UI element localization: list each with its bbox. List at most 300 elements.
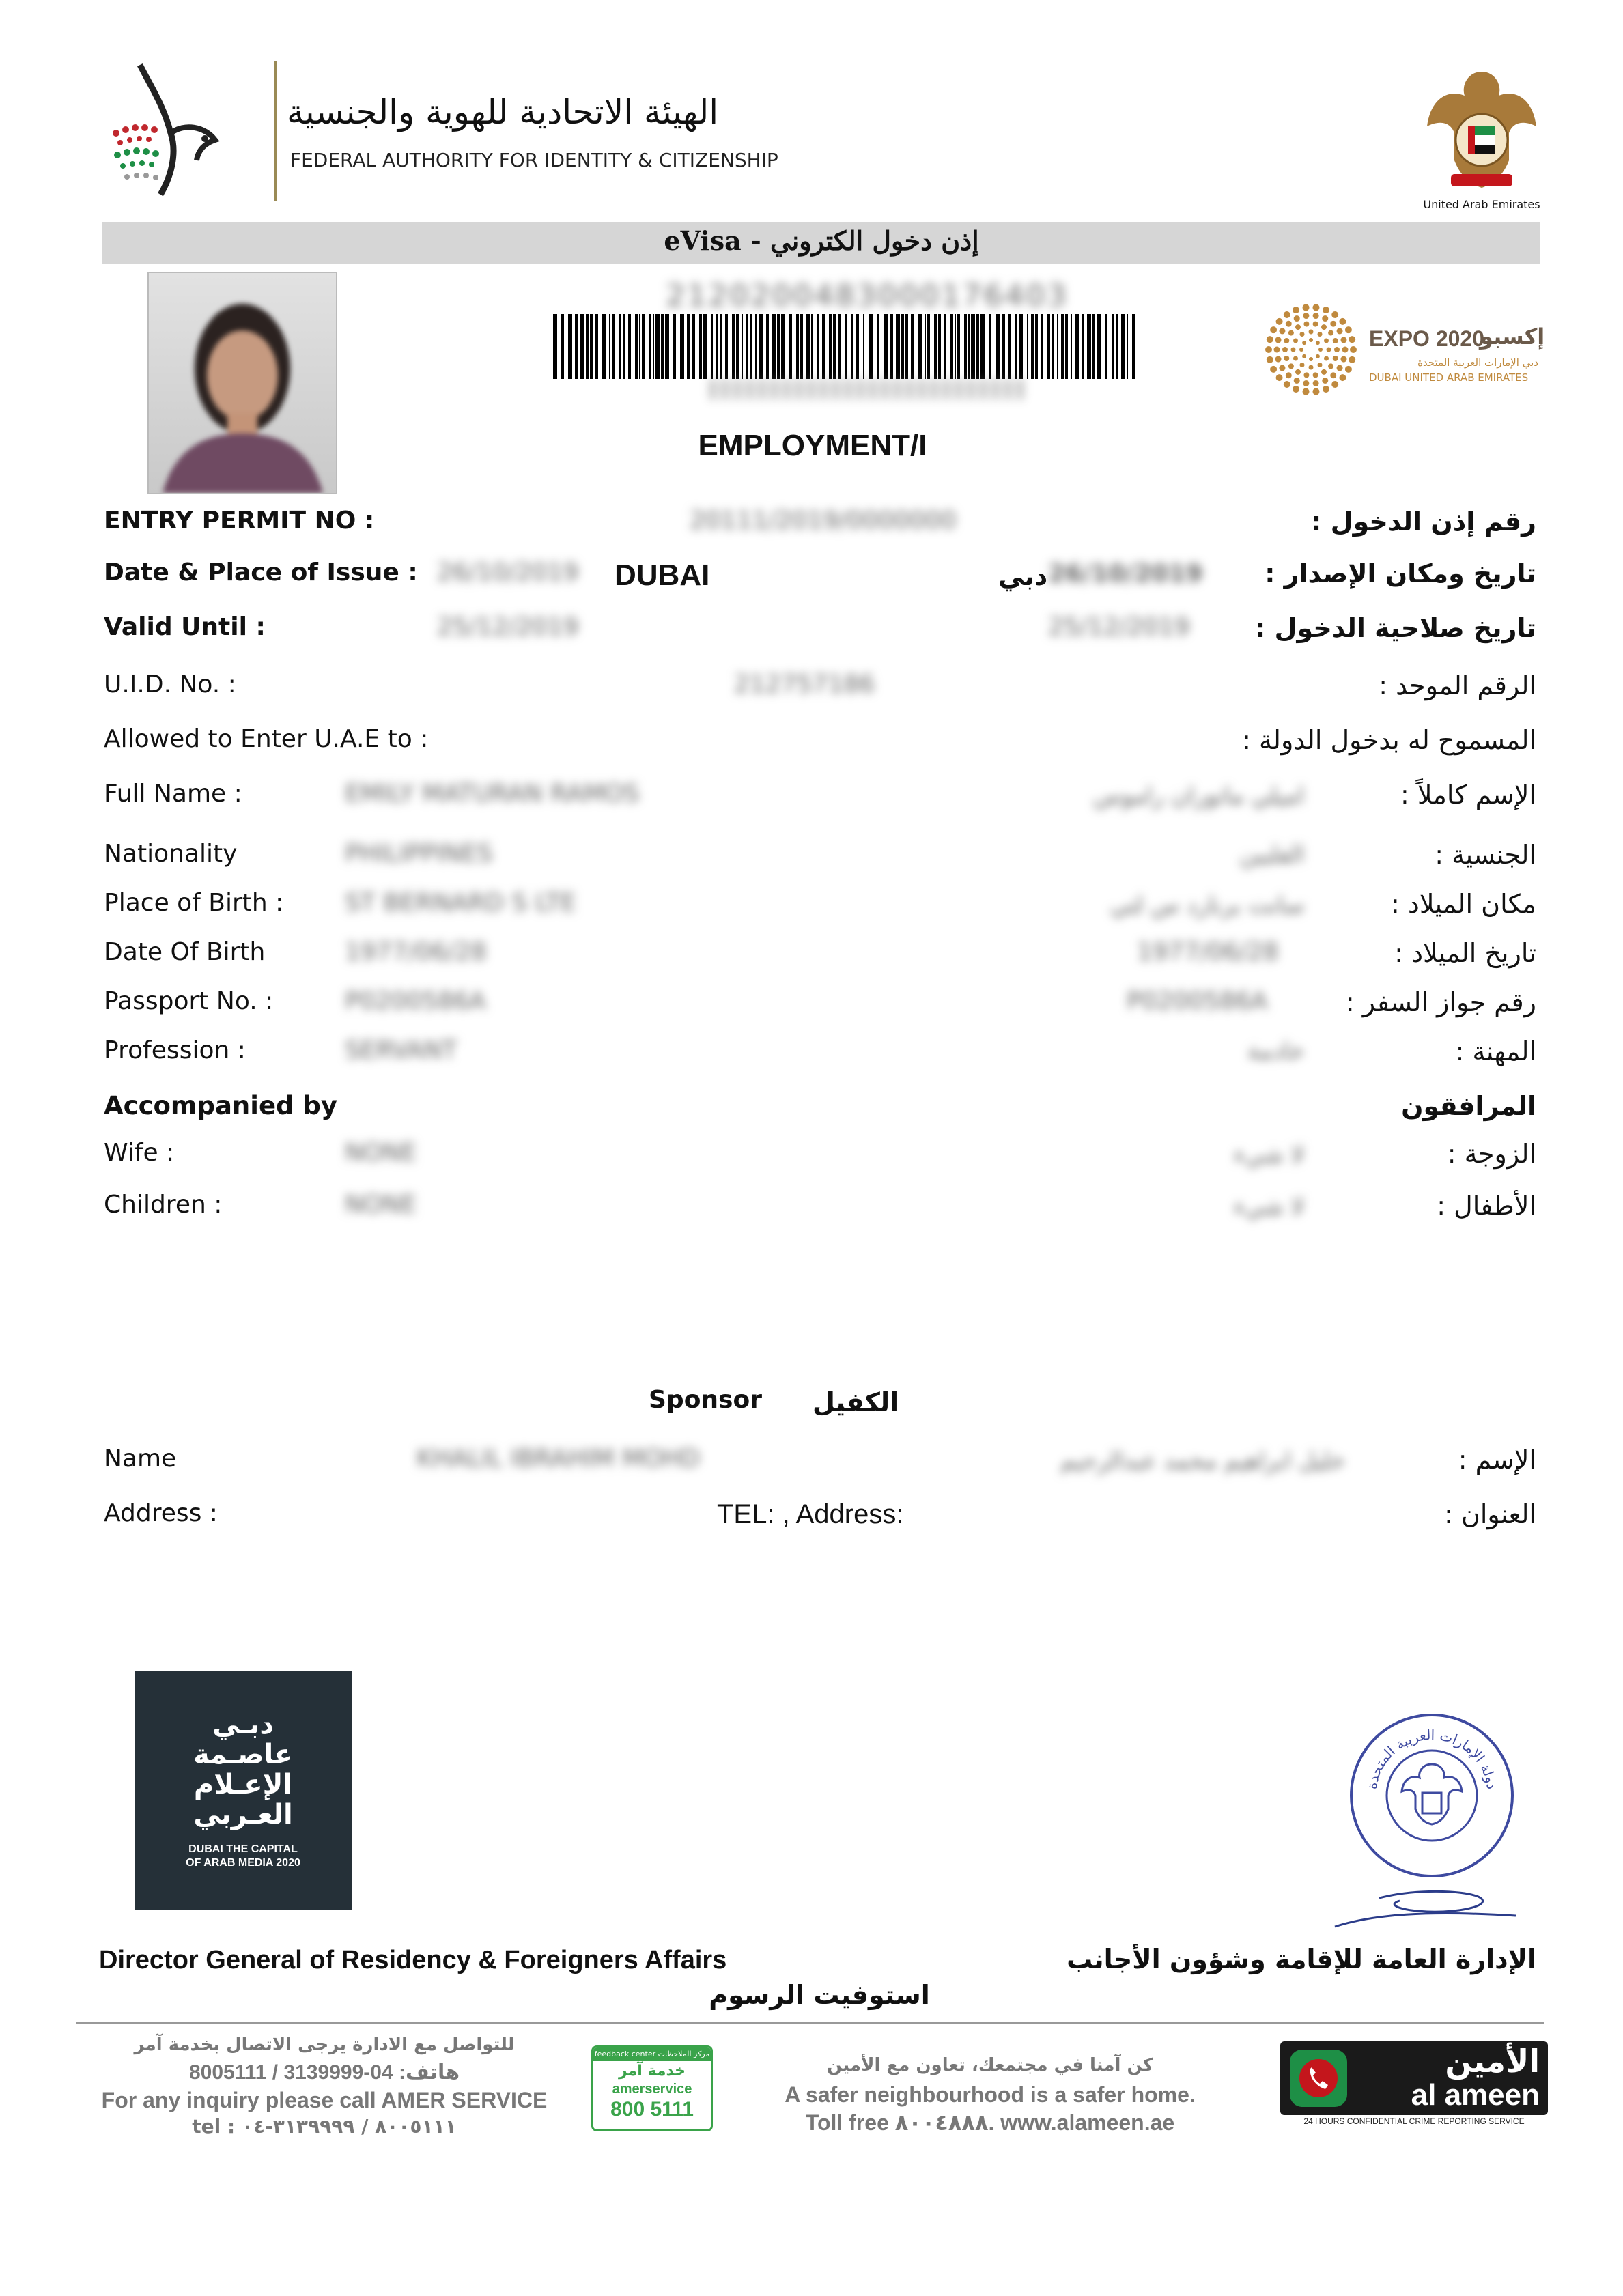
expo-dot	[1302, 354, 1306, 358]
barcode-bar	[838, 314, 841, 379]
amer-badge-num: 800 5111	[610, 2098, 694, 2121]
barcode-bar	[720, 314, 722, 379]
barcode-bar	[736, 314, 739, 379]
barcode-bar	[971, 314, 975, 379]
barcode-bar	[781, 314, 785, 379]
barcode-bar	[1087, 314, 1091, 379]
barcode-bar	[800, 314, 803, 379]
barcode-bar	[911, 314, 914, 379]
dubai-media-logo	[135, 1671, 352, 1910]
expo-dot	[1322, 378, 1328, 384]
expo-dot	[1324, 339, 1329, 343]
barcode-bar	[673, 314, 676, 379]
barcode-bar	[639, 314, 640, 379]
expo-dot	[1313, 372, 1318, 378]
barcode-bar	[796, 314, 799, 379]
expo-dot	[1337, 365, 1343, 371]
profession-value-ar: خادمة	[1247, 1038, 1304, 1065]
barcode-bar	[934, 314, 937, 379]
wife-label: Wife :	[104, 1139, 175, 1167]
amer-phone-ar: هاتف: 04-3139999 / 8005111	[188, 2061, 460, 2084]
barcode-bar	[732, 314, 735, 379]
expo-dot	[1270, 326, 1277, 333]
signature	[1331, 1886, 1523, 1936]
fees-ar: استوفيت الرسوم	[709, 1980, 930, 2010]
expo-dot	[1313, 380, 1319, 386]
children-value: NONE	[345, 1191, 417, 1219]
barcode-bar	[635, 314, 638, 379]
barcode-bar	[661, 314, 664, 379]
expo-dot	[1294, 315, 1300, 322]
date-of-birth-value: 1977/06/28	[345, 938, 487, 966]
expo-dot	[1321, 369, 1327, 375]
barcode-bar	[996, 314, 1000, 379]
alameen-en: A safer neighbourhood is a safer home.	[785, 2082, 1196, 2107]
barcode-bar	[746, 314, 748, 379]
barcode-bar	[1002, 314, 1005, 379]
barcode-bar	[989, 314, 991, 379]
place-of-birth-value-ar: سانت برنارد س لتي	[1110, 892, 1304, 919]
issue-place-ar: دبي	[998, 561, 1048, 591]
barcode-bar	[612, 314, 615, 379]
portrait-icon	[149, 273, 336, 493]
barcode-bar	[1116, 314, 1118, 379]
nationality-value-ar: الفلبين	[1239, 841, 1304, 868]
expo-dot	[1328, 363, 1333, 369]
expo-dot	[1302, 341, 1306, 345]
expo-logo	[1260, 300, 1547, 399]
expo-dot	[1345, 366, 1352, 373]
barcode-bar	[822, 314, 825, 379]
barcode-bar	[811, 314, 813, 379]
allowed-label: Allowed to Enter U.A.E to :	[104, 725, 429, 753]
barcode-bar	[725, 314, 728, 379]
issue-label: Date & Place of Issue :	[104, 558, 418, 586]
amer-tel: tel : ٨٠٠٥١١١ / ٣١٣٩٩٩٩-٠٤	[192, 2115, 457, 2138]
barcode-bar	[1092, 314, 1095, 379]
expo-title-ar: إكسبو	[1480, 324, 1545, 350]
passport-label-ar: رقم جواز السفر :	[1345, 987, 1536, 1017]
expo-dot	[1312, 388, 1319, 395]
full-name-value: EMILY MATURAN RAMOS	[345, 780, 640, 808]
uae-emblem	[1420, 58, 1543, 215]
barcode-bar	[1041, 314, 1043, 379]
footer-rule	[76, 2022, 1544, 2024]
stamp-text: دولة الإمارات العربية المتحدة	[1363, 1726, 1501, 1791]
barcode-bar	[655, 314, 660, 379]
barcode-bar	[845, 314, 847, 379]
barcode-bar	[755, 314, 757, 379]
uid-label-ar: الرقم الموحد :	[1379, 670, 1536, 700]
expo-dot	[1295, 324, 1301, 330]
barcode-bar	[1008, 314, 1011, 379]
barcode-bar	[976, 314, 979, 379]
alameen-logo-ar: الأمين	[1445, 2043, 1540, 2080]
expo-dot	[1293, 307, 1299, 313]
media-logo-en1: DUBAI THE CAPITAL	[188, 1843, 298, 1855]
wife-label-ar: الزوجة :	[1447, 1139, 1536, 1169]
expo-dot	[1293, 339, 1298, 343]
date-of-birth-label-ar: تاريخ الميلاد :	[1394, 938, 1536, 968]
barcode-bar	[1075, 314, 1079, 379]
barcode-bar	[703, 314, 707, 379]
expo-dot	[1291, 348, 1296, 352]
barcode-bar	[869, 314, 873, 379]
wife-value: NONE	[345, 1139, 417, 1167]
profession-label-ar: المهنة :	[1455, 1036, 1536, 1066]
expo-dot	[1284, 338, 1289, 343]
place-of-birth-label: Place of Birth :	[104, 889, 284, 917]
uid-label: U.I.D. No. :	[104, 670, 236, 698]
expo-dot	[1318, 332, 1323, 337]
expo-dot	[1339, 374, 1346, 381]
barcode-bar	[829, 314, 832, 379]
expo-dot	[1288, 330, 1294, 336]
emblem-caption: United Arab Emirates	[1423, 198, 1540, 211]
expo-ring-icon	[1260, 300, 1362, 399]
expo-dot	[1313, 313, 1319, 319]
profession-value: SERVANT	[345, 1036, 457, 1064]
barcode-bar	[955, 314, 956, 379]
issue-place: DUBAI	[615, 558, 710, 592]
expo-dot	[1309, 330, 1314, 335]
expo-dot	[1331, 311, 1338, 318]
barcode-bar	[950, 314, 953, 379]
amer-ar: للتواصل مع الادارة يرجى الاتصال بخدمة آمر	[134, 2035, 515, 2055]
barcode-bar	[817, 314, 819, 379]
barcode-bar	[575, 314, 578, 379]
valid-until-label: Valid Until :	[104, 613, 266, 641]
eagle-emblem-icon	[1420, 58, 1543, 198]
barcode-bar	[806, 314, 810, 379]
amer-badge-top: feedback center مركز الملاحظات	[593, 2047, 711, 2061]
expo-dot	[1318, 363, 1323, 367]
expo-dot	[1293, 386, 1299, 393]
barcode-bar	[1127, 314, 1128, 379]
expo-dot	[1265, 346, 1272, 353]
signature-icon	[1331, 1886, 1523, 1933]
barcode-bar	[568, 314, 572, 379]
sponsor-name-label-ar: الإسم :	[1458, 1445, 1536, 1475]
children-label: Children :	[104, 1191, 223, 1219]
nationality-value: PHILIPPINES	[345, 840, 493, 868]
expo-dot	[1322, 315, 1328, 322]
expo-dot	[1330, 321, 1336, 327]
authority-name-en: FEDERAL AUTHORITY FOR IDENTITY & CITIZENSHIP	[290, 149, 778, 171]
expo-dot	[1333, 338, 1338, 343]
expo-dot	[1279, 328, 1285, 334]
barcode-bar	[901, 314, 904, 379]
barcode-bar	[1027, 314, 1028, 379]
expo-dot	[1350, 346, 1357, 353]
amer-en: For any inquiry please call AMER SERVICE	[101, 2088, 548, 2112]
barcode-bar	[1082, 314, 1084, 379]
expo-dot	[1303, 388, 1310, 395]
media-logo-line3: الإعـلام	[193, 1769, 293, 1800]
expo-dot	[1318, 348, 1323, 352]
barcode-bar	[968, 314, 970, 379]
amer-badge-ar: خدمة آمر	[618, 2063, 686, 2080]
expo-dot	[1284, 381, 1290, 388]
media-logo-line4: العـربي	[193, 1799, 293, 1830]
barcode-bar	[665, 314, 669, 379]
barcode-bar	[602, 314, 606, 379]
falcon-icon	[102, 58, 239, 205]
authority-logo	[102, 58, 239, 205]
barcode-bar	[918, 314, 922, 379]
amer-badge-en: amerservice	[612, 2082, 692, 2097]
sponsor-name-label: Name	[104, 1445, 177, 1473]
expo-dot	[1321, 324, 1327, 330]
barcode-bar	[927, 314, 930, 379]
expo-dot	[1340, 337, 1346, 343]
barcode-bar	[716, 314, 718, 379]
barcode-bar	[890, 314, 893, 379]
barcode-bar	[938, 314, 941, 379]
expo-dot	[1340, 356, 1346, 363]
barcode-bar	[750, 314, 752, 379]
director-ar: الإدارة العامة للإقامة وشؤون الأجانب	[1067, 1944, 1536, 1974]
alameen-ar: كن آمنا في مجتمعك، تعاون مع الأمين	[827, 2055, 1153, 2075]
expo-dot	[1337, 328, 1343, 334]
barcode-bar	[586, 314, 589, 379]
entry-permit-value: 20111/2019/0000000	[690, 507, 957, 535]
barcode-bar	[944, 314, 946, 379]
barcode-bar	[1097, 314, 1101, 379]
barcode-bar	[1071, 314, 1072, 379]
expo-dot	[1276, 374, 1283, 381]
expo-dot	[1331, 381, 1338, 388]
barcode-bar	[590, 314, 593, 379]
barcode-sub	[710, 379, 1024, 399]
barcode-bar	[623, 314, 625, 379]
issue-label-ar: تاريخ ومكان الإصدار :	[1265, 558, 1536, 589]
sponsor-address-value: TEL: , Address:	[717, 1499, 904, 1529]
expo-dot	[1312, 304, 1319, 311]
accompanied-heading: Accompanied by	[104, 1091, 338, 1120]
barcode-bar	[980, 314, 985, 379]
barcode-bar	[653, 314, 654, 379]
expo-dot	[1316, 354, 1320, 358]
full-name-value-ar: اميلي ماتوران راموس	[1093, 782, 1304, 810]
barcode-bar	[766, 314, 769, 379]
barcode-bar	[925, 314, 926, 379]
barcode-bar	[877, 314, 879, 379]
uid-value: 212757186	[734, 670, 875, 698]
expo-dot	[1274, 347, 1280, 353]
sponsor-name-value-ar: خليل ابراهيم محمد عبدالرحيم	[1060, 1447, 1345, 1475]
expo-dot	[1316, 341, 1320, 345]
expo-dot	[1303, 380, 1309, 386]
expo-dot	[1349, 356, 1355, 363]
barcode-bar	[1061, 314, 1064, 379]
phone-icon	[1290, 2050, 1347, 2107]
alameen-toll: Toll free ٨٠٠٤٨٨٨. www.alameen.ae	[805, 2110, 1175, 2135]
media-logo-line2: عاصـمة	[193, 1739, 293, 1770]
amer-badge	[591, 2045, 713, 2131]
barcode-bar	[896, 314, 900, 379]
expo-dot	[1328, 330, 1333, 336]
alameen-logo-en: al ameen	[1411, 2078, 1540, 2112]
barcode-bar	[619, 314, 621, 379]
barcode-bar	[699, 314, 702, 379]
expo-sub-ar: دبي الإمارات العربية المتحدة	[1417, 356, 1538, 369]
official-stamp	[1349, 1712, 1516, 1880]
barcode-bar	[1112, 314, 1114, 379]
expo-dot	[1349, 336, 1355, 343]
issue-date: 26/10/2019	[437, 558, 579, 586]
expo-dot	[1303, 313, 1309, 319]
holder-photo	[147, 272, 337, 494]
barcode-bar	[905, 314, 908, 379]
expo-dot	[1276, 318, 1283, 325]
handset-icon	[1290, 2050, 1347, 2107]
barcode-bar	[863, 314, 864, 379]
barcode-bar	[580, 314, 584, 379]
expo-dot	[1293, 356, 1298, 361]
expo-dot	[1288, 363, 1294, 369]
place-of-birth-label-ar: مكان الميلاد :	[1391, 889, 1536, 919]
full-name-label: Full Name :	[104, 780, 242, 808]
passport-label: Passport No. :	[104, 987, 274, 1015]
expo-dot	[1270, 366, 1277, 373]
expo-dot	[1327, 348, 1331, 352]
expo-title-en: EXPO 2020	[1369, 326, 1484, 351]
barcode-bar	[957, 314, 960, 379]
expo-dot	[1284, 311, 1290, 318]
entry-permit-label-ar: رقم إذن الدخول :	[1311, 507, 1536, 537]
expo-dot	[1303, 372, 1309, 378]
barcode-bar	[595, 314, 598, 379]
expo-dot	[1313, 322, 1318, 327]
barcode-bar	[1132, 314, 1135, 379]
entry-permit-label: ENTRY PERMIT NO :	[104, 507, 375, 535]
expo-dot	[1267, 356, 1273, 363]
expo-dot	[1275, 337, 1282, 343]
expo-dot	[1334, 347, 1340, 352]
barcode-bar	[884, 314, 888, 379]
expo-dot	[1294, 378, 1300, 384]
barcode-bar	[789, 314, 792, 379]
barcode-bar	[1019, 314, 1023, 379]
expo-dot	[1309, 338, 1313, 342]
expo-dot	[1286, 321, 1292, 327]
expo-dot	[1342, 347, 1349, 353]
media-logo-en2: OF ARAB MEDIA 2020	[186, 1857, 300, 1869]
barcode-bar	[553, 314, 557, 379]
accompanied-heading-ar: المرافقون	[1401, 1091, 1536, 1121]
sponsor-address-label: Address :	[104, 1499, 218, 1527]
alameen-logo-sub: 24 HOURS CONFIDENTIAL CRIME REPORTING SERVICE	[1303, 2116, 1525, 2126]
expo-dot	[1300, 332, 1305, 337]
children-value-ar: لا شيء	[1233, 1193, 1304, 1221]
expo-dot	[1323, 386, 1329, 393]
barcode-bar	[692, 314, 695, 379]
barcode-bar	[742, 314, 743, 379]
barcode-bar	[856, 314, 859, 379]
sponsor-heading: Sponsor	[649, 1386, 762, 1414]
children-label-ar: الأطفال :	[1437, 1191, 1536, 1221]
valid-until-label-ar: تاريخ صلاحية الدخول :	[1255, 613, 1536, 643]
barcode-bar	[772, 314, 776, 379]
barcode-bar	[833, 314, 836, 379]
expo-dot	[1345, 326, 1352, 333]
barcode-bar	[1035, 314, 1038, 379]
date-of-birth-value-ar: 1977/06/28	[1137, 938, 1279, 966]
expo-dot	[1275, 356, 1282, 363]
director-en: Director General of Residency & Foreigners Affairs	[99, 1946, 727, 1974]
expo-dot	[1279, 365, 1285, 371]
profession-label: Profession :	[104, 1036, 246, 1064]
barcode-bar	[851, 314, 853, 379]
expo-dot	[1286, 372, 1292, 378]
expo-dot	[1303, 322, 1309, 327]
expo-sub-en: DUBAI UNITED ARAB EMIRATES	[1369, 371, 1529, 384]
wife-value-ar: لا شيء	[1233, 1142, 1304, 1169]
barcode-bar	[1057, 314, 1058, 379]
barcode-number: 2120200483000176403	[666, 279, 1069, 313]
valid-until-value: 25/12/2019	[437, 613, 579, 641]
title-bar-text: eVisa - إذن دخول الكتروني	[664, 225, 979, 256]
barcode-bar	[609, 314, 610, 379]
expo-dot	[1323, 307, 1329, 313]
media-logo-line1: دبـي	[212, 1709, 274, 1740]
barcode-bar	[1105, 314, 1107, 379]
expo-dot	[1339, 318, 1346, 325]
barcode-bar	[1031, 314, 1034, 379]
expo-dot	[1284, 356, 1289, 361]
barcode-bar	[687, 314, 690, 379]
nationality-label-ar: الجنسية :	[1435, 840, 1536, 870]
visa-type: EMPLOYMENT/I	[698, 429, 927, 462]
expo-dot	[1333, 356, 1338, 361]
place-of-birth-value: ST BERNARD S LTE	[345, 889, 576, 917]
full-name-label-ar: الإسم كاملاً :	[1400, 780, 1536, 810]
passport-value-ar: P0200586A	[1127, 987, 1268, 1015]
barcode-bar	[561, 314, 564, 379]
barcode	[553, 314, 1137, 379]
barcode-bar	[964, 314, 967, 379]
passport-value: P0200586A	[345, 987, 486, 1015]
barcode-bar	[759, 314, 763, 379]
date-of-birth-label: Date Of Birth	[104, 938, 266, 966]
issue-date-ar: 26/10/2019	[1048, 560, 1203, 588]
expo-dot	[1330, 372, 1336, 378]
barcode-bar	[680, 314, 684, 379]
stamp-icon	[1349, 1712, 1516, 1880]
authority-name-ar: الهيئة الاتحادية للهوية والجنسية	[287, 92, 719, 132]
expo-dot	[1309, 357, 1313, 361]
barcode-bar	[1047, 314, 1050, 379]
barcode-bar	[711, 314, 713, 379]
barcode-bar	[642, 314, 645, 379]
expo-dot	[1324, 356, 1329, 361]
barcode-bar	[1121, 314, 1125, 379]
barcode-bar	[628, 314, 631, 379]
expo-dot	[1309, 365, 1314, 370]
barcode-bar	[1065, 314, 1068, 379]
expo-dot	[1300, 363, 1305, 367]
nationality-label: Nationality	[104, 840, 238, 868]
barcode-bar	[1052, 314, 1054, 379]
sponsor-name-value: KHALIL IBRAHIM MOHD	[417, 1445, 701, 1473]
expo-dot	[1303, 304, 1310, 311]
barcode-bar	[1015, 314, 1017, 379]
barcode-bar	[777, 314, 780, 379]
allowed-label-ar: المسموح له بدخول الدولة :	[1242, 725, 1536, 755]
sponsor-address-label-ar: العنوان :	[1444, 1499, 1536, 1529]
expo-dot	[1299, 348, 1303, 352]
